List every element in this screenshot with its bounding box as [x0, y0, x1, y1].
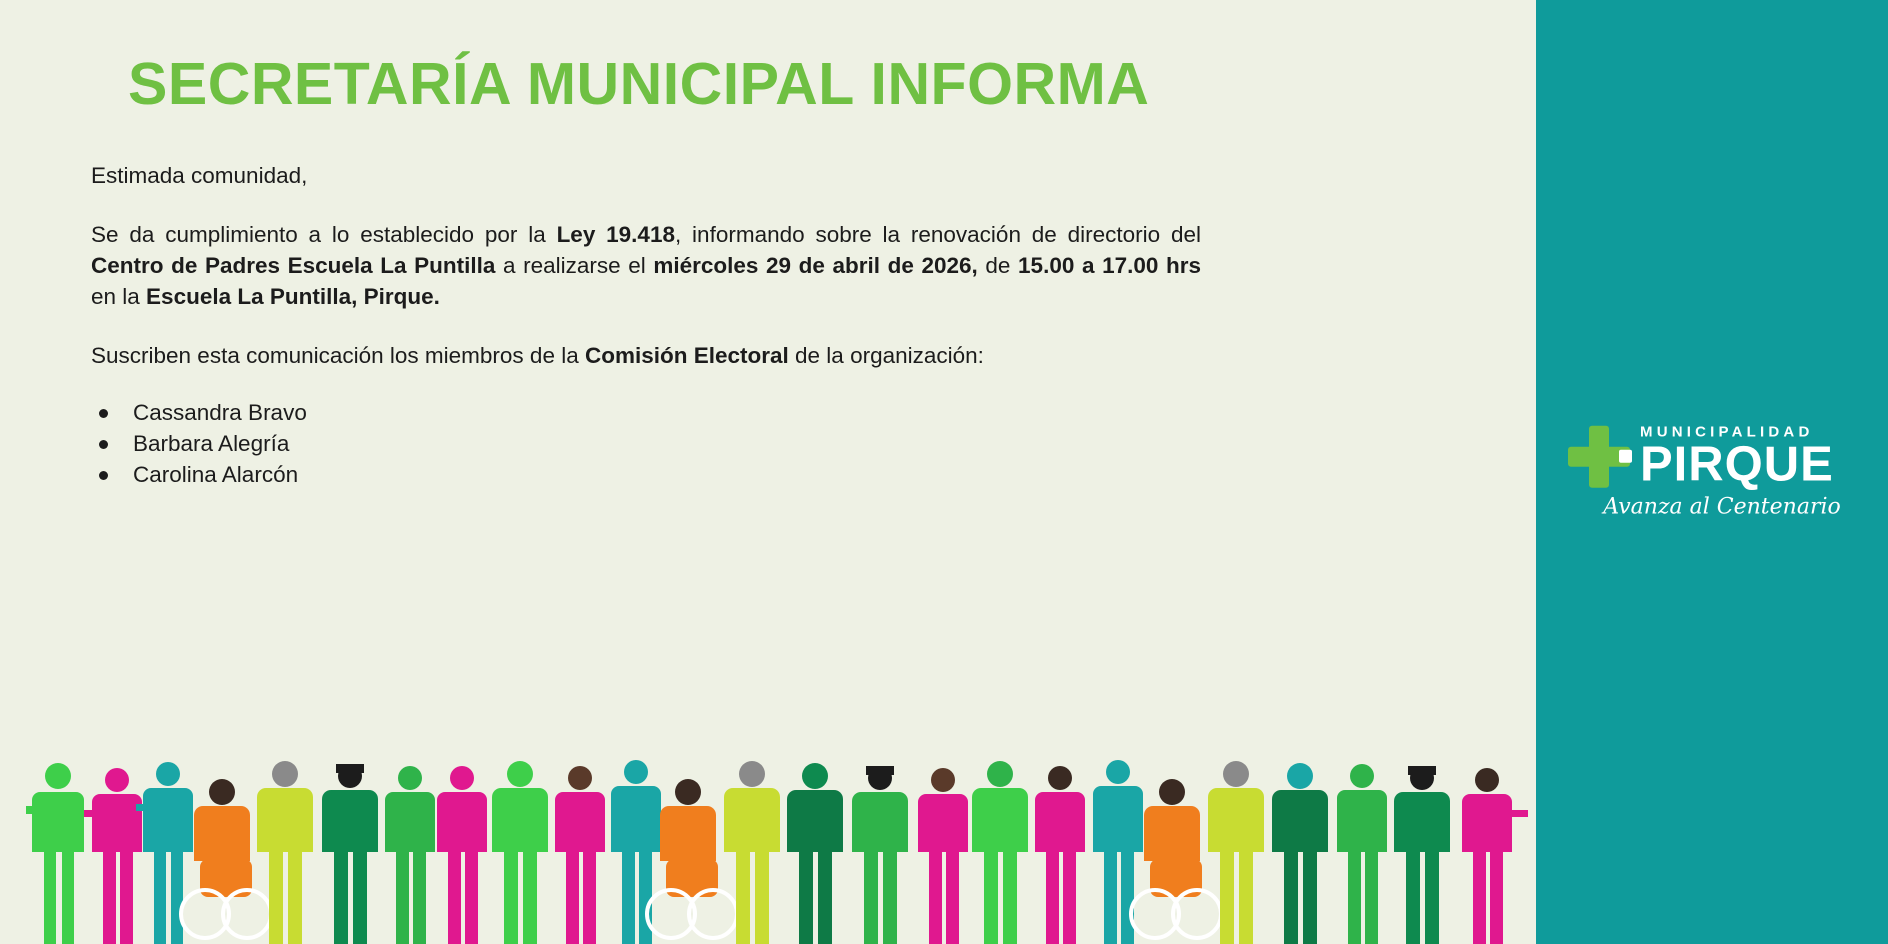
list-item [91, 428, 1201, 459]
plus-icon [1568, 425, 1630, 487]
list-item [91, 397, 1201, 428]
p2-part1: Suscriben esta comunicación los miembros de la [91, 343, 585, 368]
member-name: Cassandra Bravo [133, 400, 307, 425]
p1-part3: a realizarse el [495, 253, 654, 278]
main-paragraph [91, 219, 1201, 312]
greeting-text: Estimada comunidad, [91, 163, 308, 188]
logo-municipalidad-text: MUNICIPALIDAD [1640, 423, 1814, 441]
brand-sidebar [1536, 0, 1888, 944]
members-list [91, 397, 1201, 490]
p1-bold3: miércoles 29 de abril de 2026, [653, 253, 978, 278]
people-holding-hands-illustration [0, 754, 1536, 944]
signatories-paragraph [91, 340, 1201, 371]
list-item [91, 459, 1201, 490]
logo-wordmark [1640, 423, 1834, 492]
logo-slogan: Avanza al Centenario [1603, 494, 1841, 520]
p1-bold5: Escuela La Puntilla, Pirque. [146, 284, 440, 309]
greeting-paragraph [91, 160, 1201, 191]
page-title: SECRETARÍA MUNICIPAL INFORMA [128, 51, 1150, 117]
logo-pirque-text: PIRQUE [1640, 437, 1834, 492]
p2-bold1: Comisión Electoral [584, 343, 789, 368]
p1-part1: Se da cumplimiento a lo establecido por la [91, 222, 557, 247]
logo-top-row [1562, 423, 1862, 492]
p1-bold1: Ley 19.418 [556, 222, 675, 247]
pirque-logo [1562, 425, 1862, 520]
p1-bold2: Centro de Padres Escuela La Puntilla [91, 253, 496, 278]
p2-part2: de la organización: [788, 343, 984, 368]
announcement-body [91, 160, 1201, 490]
p1-part5: en la [91, 284, 147, 309]
p1-bold4: 15.00 a 17.00 hrs [1018, 253, 1201, 278]
member-name: Barbara Alegría [133, 431, 290, 456]
p1-part2: , informando sobre la renovación de directorio del [674, 222, 1202, 247]
member-name: Carolina Alarcón [133, 462, 299, 487]
p1-part4: de [977, 253, 1019, 278]
